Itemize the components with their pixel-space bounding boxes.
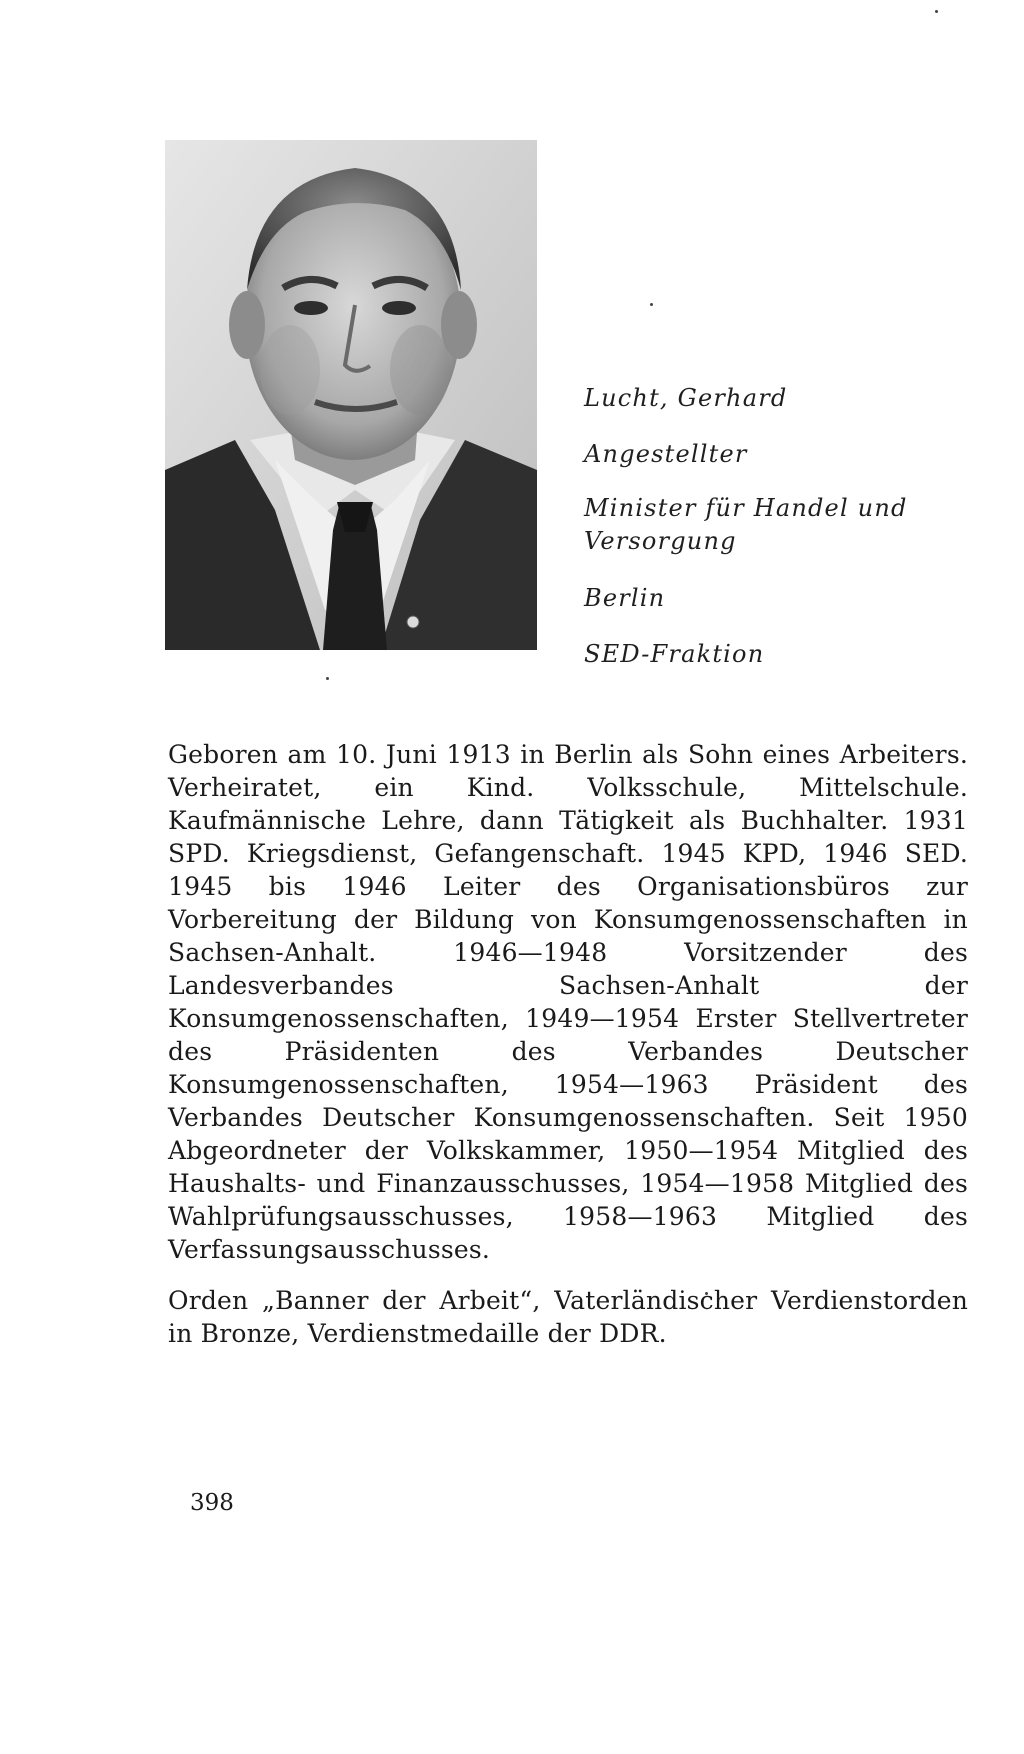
entry-occupation: Angestellter bbox=[584, 440, 748, 468]
portrait-photo bbox=[165, 140, 537, 650]
biography-paragraph: Geboren am 10. Juni 1913 in Berlin als Sohn eines Arbeiters. Verheiratet, ein Kind. Volksschule, Mittelschule. Kaufmännische Lehre, dann Tätigkeit als Buchhalter. 1931 SPD. Kriegsdienst, Gefangenschaft. 1945 KPD, 1946 SED. 1945 bis 1946 Leiter des Organisationsbüros zur Vorbereitung der Bildung von Konsumgenossenschaften in Sachsen-Anhalt. 1946—1948 Vorsitzender des Landesverbandes Sachsen-Anhalt der Konsumgenossenschaften, 1949—1954 Erster Stellvertreter des Präsidenten des Verbandes Deutscher Konsumgenossenschaften, 1954—1963 Präsident des Verbandes Deutscher Konsumgenossenschaften. Seit 1950 Abgeordneter der Volkskammer, 1950—1954 Mitglied des Haushalts- und Finanzausschusses, 1954—1958 Mitglied des Wahlprüfungsausschusses, 1958—1963 Mitglied des Verfassungsausschusses. bbox=[168, 740, 968, 1264]
entry-office: Minister für Handel und Versorgung bbox=[584, 494, 908, 555]
print-speck bbox=[935, 10, 938, 13]
print-speck bbox=[650, 303, 653, 306]
biography bbox=[168, 738, 968, 1368]
awards-paragraph: Orden „Banner der Arbeit“, Vaterländischer Verdienstorden in Bronze, Verdienstmedaille der DDR. bbox=[168, 1286, 968, 1348]
print-speck bbox=[326, 677, 329, 680]
page-number: 398 bbox=[190, 1490, 234, 1516]
entry-name: Lucht, Gerhard bbox=[584, 384, 788, 412]
entry-faction: SED-Fraktion bbox=[584, 640, 765, 668]
entry-city: Berlin bbox=[584, 584, 666, 612]
